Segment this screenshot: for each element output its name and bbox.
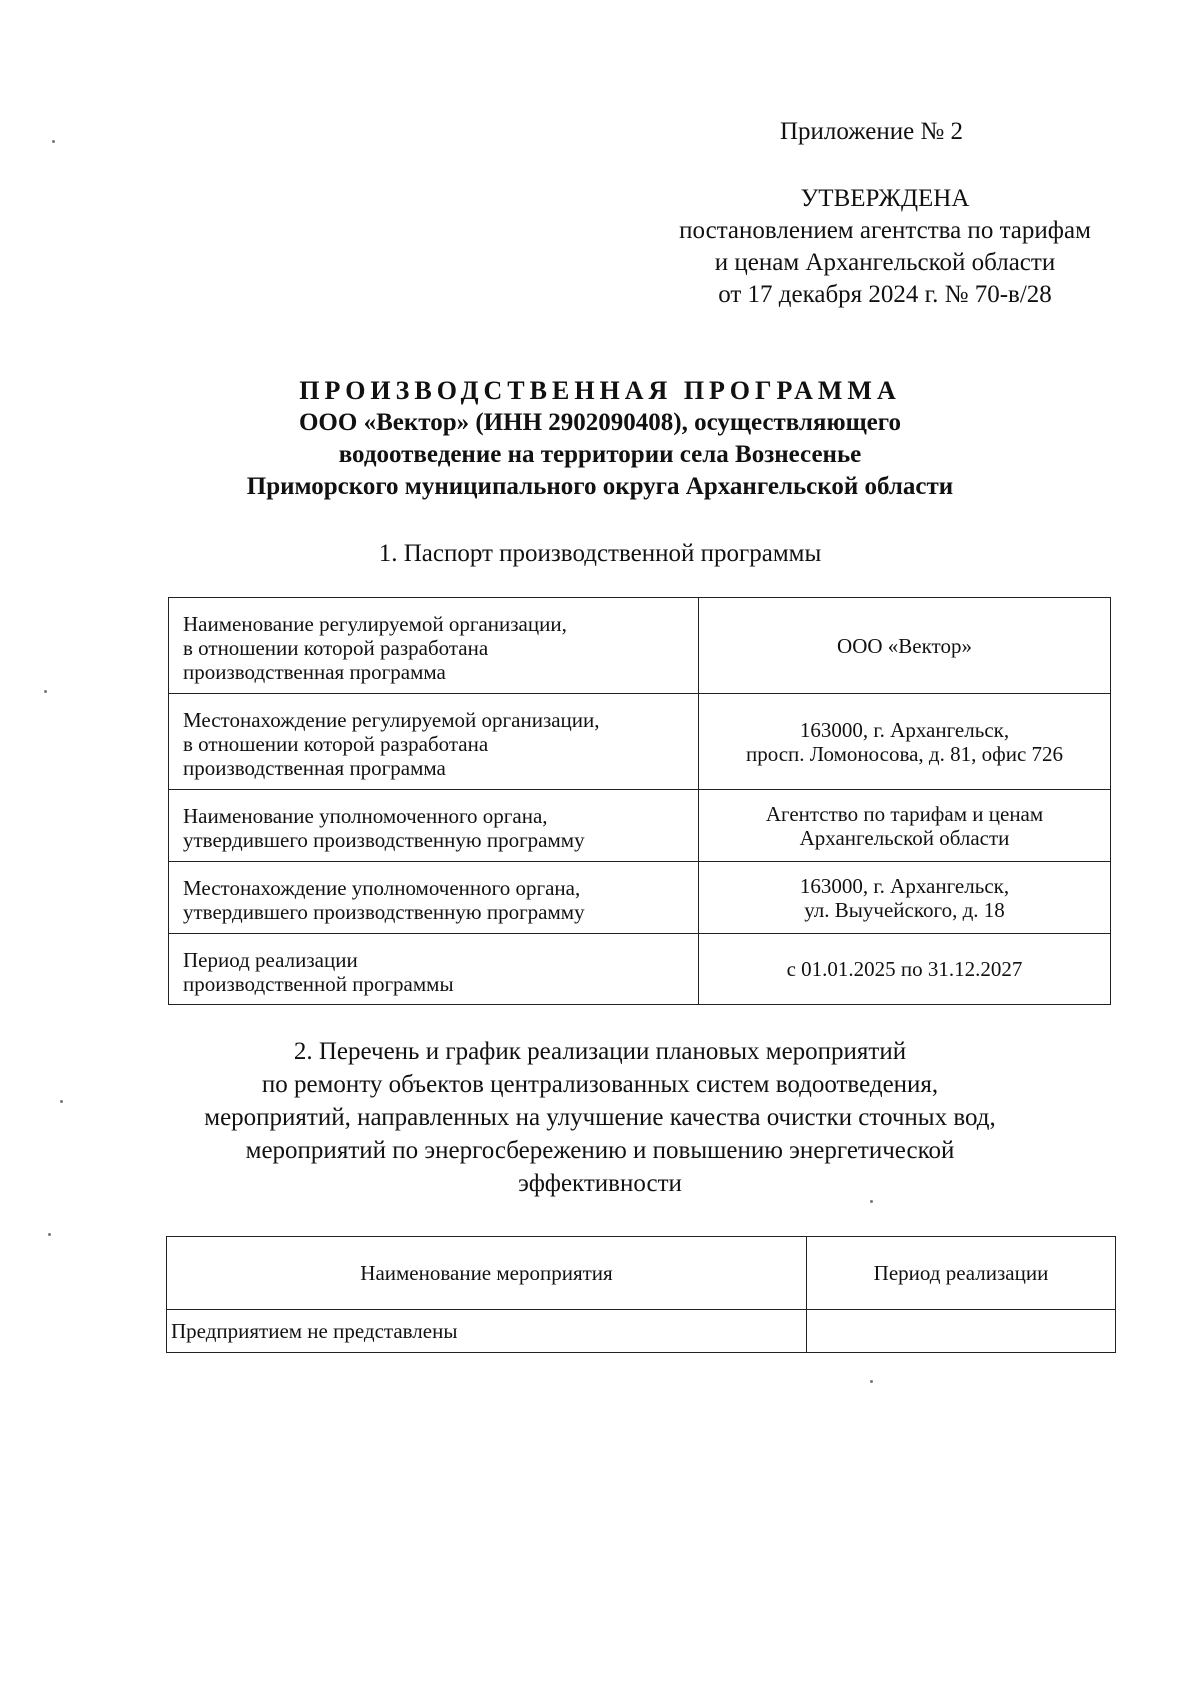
approval-line: УТВЕРЖДЕНА [800, 185, 970, 212]
value-line: Агентство по тарифам и ценам [765, 801, 1044, 826]
passport-label [169, 694, 699, 790]
passport-value [699, 598, 1111, 694]
label-line: Наименование уполномоченного органа, [183, 804, 548, 828]
title-line: Приморского муниципального округа Архангельской области [246, 473, 954, 500]
value-line: Архангельской области [799, 825, 1010, 850]
approval-line: от 17 декабря 2024 г. № 70-в/28 [718, 281, 1052, 308]
value-line: просп. Ломоносова, д. 81, офис 726 [745, 741, 1064, 766]
section-2-heading [170, 1035, 1030, 1200]
passport-label [169, 862, 699, 934]
value-line: 163000, г. Архангельск, [799, 717, 1010, 742]
passport-value [699, 790, 1111, 862]
heading-line: эффективности [518, 1170, 682, 1197]
passport-value [699, 862, 1111, 934]
title-heading: ПРОИЗВОДСТВЕННАЯ ПРОГРАММА [299, 376, 901, 405]
label-line: утвердившего производственную программу [183, 828, 585, 852]
label-line: Период реализации [183, 947, 358, 972]
approval-line: и ценам Архангельской области [714, 249, 1056, 276]
value-line: 163000, г. Архангельск, [799, 873, 1010, 898]
label-line: производственная программа [183, 660, 446, 684]
passport-value [699, 934, 1111, 1005]
label-line: производственная программа [183, 756, 446, 780]
label-line: в отношении которой разработана [183, 732, 489, 756]
table-row [169, 862, 1111, 934]
column-header-period: Период реализации [807, 1237, 1116, 1310]
title-line: водоотведение на территории села Вознесенье [338, 441, 862, 468]
heading-line: 2. Перечень и график реализации плановых мероприятий [293, 1038, 907, 1065]
label-line: производственной программы [183, 971, 454, 996]
label-line: Местонахождение регулируемой организации, [183, 708, 600, 732]
measures-table [166, 1236, 1116, 1353]
measure-cell: Предприятием не представлены [167, 1310, 807, 1353]
heading-line: по ремонту объектов централизованных систем водоотведения, [261, 1071, 939, 1098]
approval-stamp [640, 183, 1130, 311]
scan-speck [44, 690, 47, 693]
approval-line: постановлением агентства по тарифам [679, 217, 1091, 244]
value-line: ул. Выучейского, д. 18 [804, 897, 1005, 922]
period-cell [807, 1310, 1116, 1353]
label-line: в отношении которой разработана [183, 636, 489, 660]
title-line: ООО «Вектор» (ИНН 2902090408), осуществляющего [298, 409, 901, 436]
appendix-number: Приложение № 2 [780, 118, 964, 145]
label-line: Местонахождение уполномоченного органа, [183, 876, 581, 900]
passport-label [169, 790, 699, 862]
document-title [170, 375, 1030, 503]
table-row [167, 1310, 1116, 1353]
table-row [169, 934, 1111, 1005]
scan-speck [870, 1200, 873, 1203]
passport-label [169, 934, 699, 1005]
scan-speck [60, 1100, 63, 1103]
column-header-measure: Наименование мероприятия [167, 1237, 807, 1310]
passport-value [699, 694, 1111, 790]
scan-speck [52, 140, 55, 143]
scan-speck [48, 1233, 51, 1236]
value-line: ООО «Вектор» [837, 633, 972, 658]
heading-line: мероприятий по энергосбережению и повышению энергетической [245, 1137, 955, 1164]
passport-table [168, 597, 1111, 1005]
label-line: Наименование регулируемой организации, [183, 612, 567, 636]
value-line: с 01.01.2025 по 31.12.2027 [786, 957, 1023, 981]
label-line: утвердившего производственную программу [183, 900, 585, 924]
table-row [169, 790, 1111, 862]
passport-label [169, 598, 699, 694]
table-row [169, 598, 1111, 694]
section-1-heading: 1. Паспорт производственной программы [378, 540, 822, 567]
heading-line: мероприятий, направленных на улучшение качества очистки сточных вод, [204, 1104, 996, 1131]
scan-speck [870, 1380, 873, 1383]
table-row [169, 694, 1111, 790]
table-header-row [167, 1237, 1116, 1310]
